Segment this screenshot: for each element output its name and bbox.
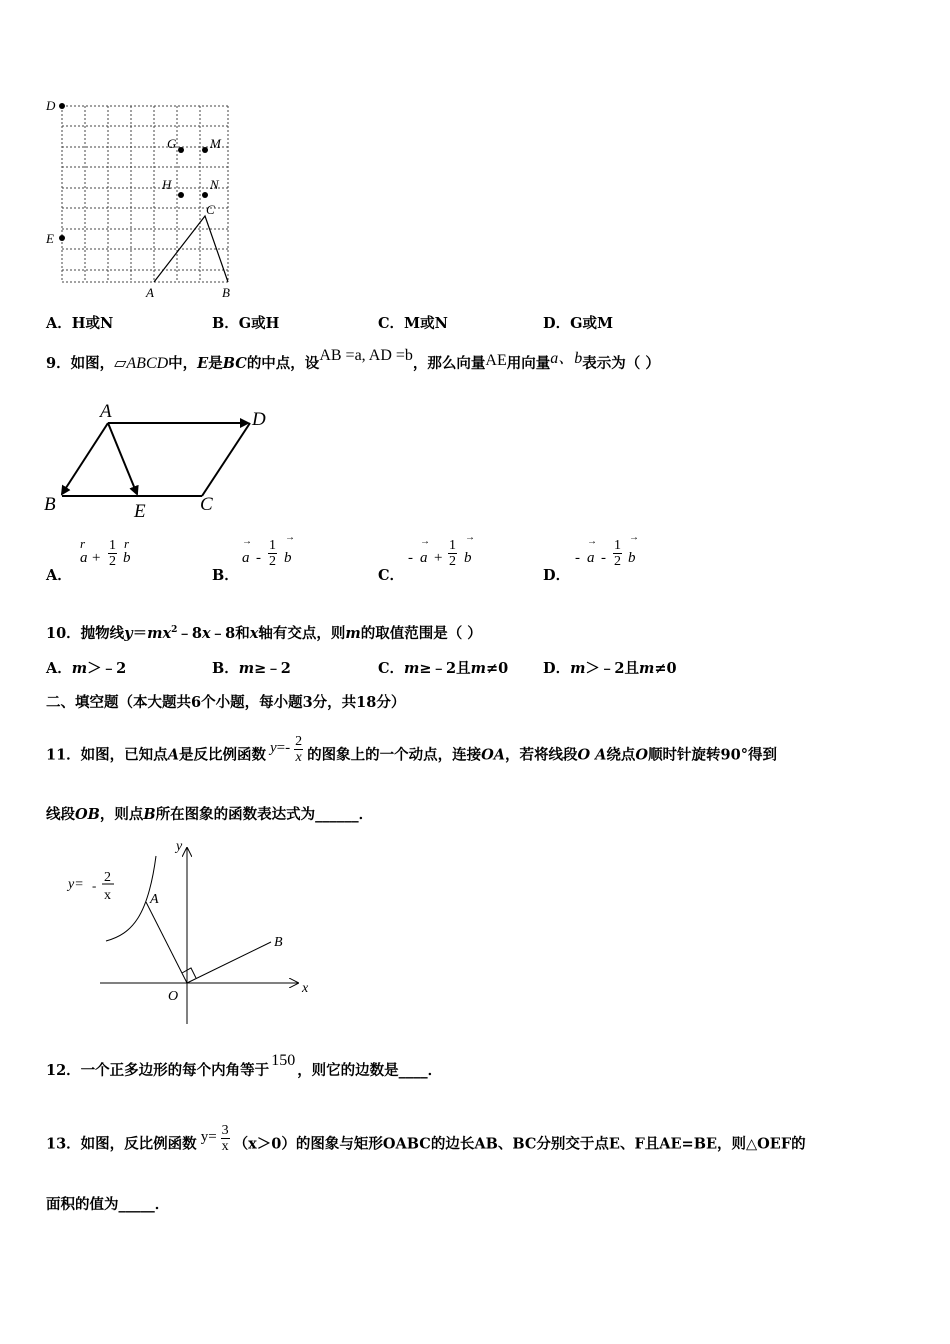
q8-label-a: A	[146, 285, 154, 300]
q9-parallelogram-figure	[40, 398, 280, 523]
q11-fig-label-y: y	[176, 839, 183, 854]
q8-grid-figure	[40, 96, 240, 302]
q9-vectors-a-b: a、b	[550, 350, 583, 367]
q12-angle-value: 150	[271, 1052, 296, 1069]
q8-label-e: E	[46, 231, 54, 246]
q8-label-n: N	[210, 177, 219, 192]
q8-option-b[interactable]: B．G或H	[212, 315, 280, 332]
q10-option-d[interactable]: D．m＞﹣2且m≠0	[543, 660, 677, 677]
q9-vector-definitions: AB =a, AD =b	[319, 347, 413, 364]
q11-fig-eq-minus: -	[92, 878, 97, 893]
q10-stem: 10．抛物线$y=mx^2﹣8x﹣8$和x轴有交点，则m的取值范围是（ ）	[46, 625, 482, 642]
q11-fig-label-b: B	[274, 935, 283, 950]
q12-stem: 12．一个正多边形的每个内角等于150，则它的边数是____．	[46, 1052, 443, 1079]
q10-option-a[interactable]: A．m＞﹣2	[46, 660, 127, 677]
q11-fig-label-a: A	[150, 892, 159, 907]
q8-label-m: M	[210, 136, 221, 151]
q11-stem-line1: 11．如图，已知点A是反比例函数 y=- $\frac{2}{x}$ 的图象上的一个动点，连接OA，若将线段O A绕点O顺时针旋转90°得到	[46, 734, 777, 765]
q11-fig-eq-y: y=	[68, 877, 84, 892]
q8-label-g: G	[167, 136, 177, 151]
q9-stem: 9．如图，▱ABCD中，E是BC的中点，设AB =a, AD =b，那么向量AE用向量a、b表示为（ ）	[46, 347, 660, 372]
q11-fig-eq-num: 2	[104, 870, 111, 885]
q8-label-c: C	[206, 202, 215, 217]
q9-label-c: C	[200, 494, 213, 515]
q8-option-d[interactable]: D．G或M	[543, 315, 614, 332]
section-heading-fill-in: 二、填空题（本大题共6个小题，每小题3分，共18分）	[46, 694, 406, 711]
q10-option-c[interactable]: C．m≥﹣2且m≠0	[378, 660, 509, 677]
q8-option-c[interactable]: C．M或N	[378, 315, 448, 332]
q9-label-a: A	[100, 401, 112, 422]
q11-coordinate-figure	[62, 836, 322, 1028]
q8-option-a[interactable]: A．H或N	[46, 315, 114, 332]
q11-fig-label-x: x	[302, 981, 309, 996]
q11-stem-line2: 线段OB，则点B所在图象的函数表达式为______．	[46, 806, 374, 823]
q9-vector-ae: AE	[485, 352, 507, 369]
q11-fig-label-o: O	[168, 989, 179, 1004]
q13-stem-line1: 13．如图，反比例函数 y= $\frac{3}{x}$ （x＞0）的图象与矩形OABC的边长AB、BC分别交于点E、F且AE=BE，则△OEF的	[46, 1123, 806, 1154]
q9-label-d: D	[252, 409, 266, 430]
q10-option-b[interactable]: B．m≥﹣2	[212, 660, 291, 677]
q9-label-b: B	[44, 494, 56, 515]
q9-label-e: E	[134, 501, 146, 522]
q8-label-h: H	[162, 177, 172, 192]
q13-stem-line2: 面积的值为_____．	[46, 1196, 170, 1213]
q8-label-d: D	[46, 98, 56, 113]
q8-label-b: B	[222, 285, 230, 300]
q9-parallelogram-abcd: ▱ABCD	[114, 355, 169, 372]
q11-fig-eq-den: x	[104, 888, 111, 903]
